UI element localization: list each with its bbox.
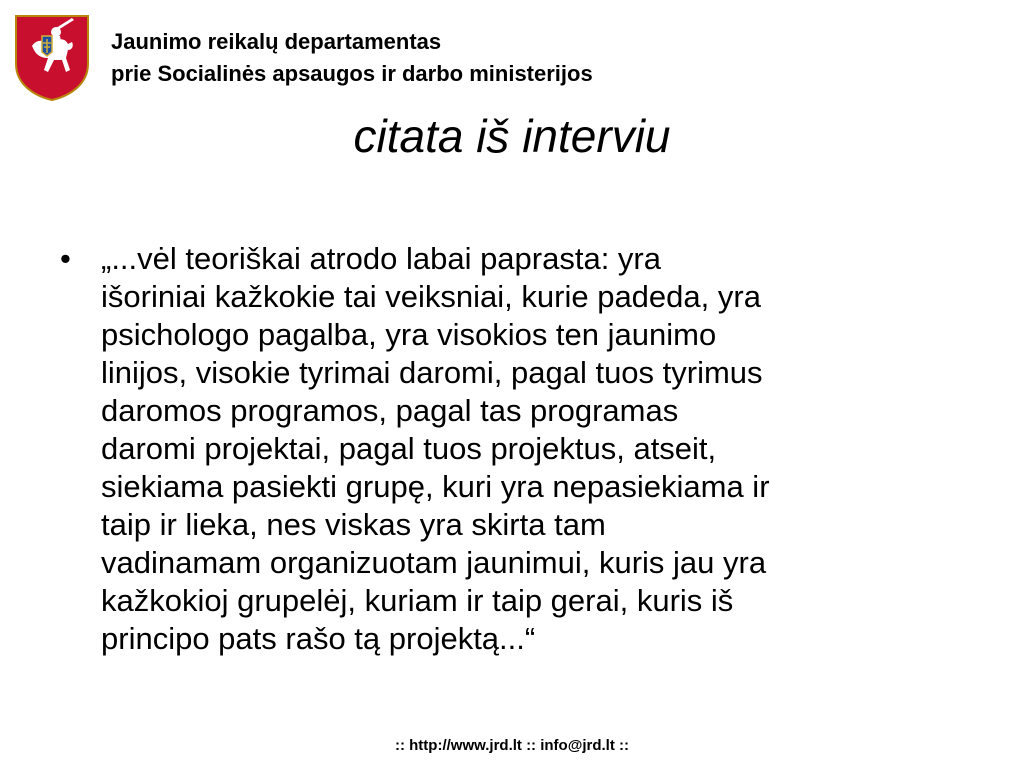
quote-line: „...vėl teoriškai atrodo labai paprasta: yra [101,241,661,276]
quote-line: psichologo pagalba, yra visokios ten jaunimo [101,317,717,352]
slide-content [60,240,980,658]
bullet-item [60,240,980,658]
quote-text [101,240,971,658]
org-line-2: prie Socialinės apsaugos ir darbo ministerijos [111,61,593,86]
organization-name [111,26,593,90]
footer-links: :: http://www.jrd.lt :: info@jrd.lt :: [394,737,629,754]
quote-line: principo pats rašo tą projektą...“ [101,621,536,656]
quote-line: daromos programos, pagal tas programas [101,393,679,428]
lithuanian-coat-of-arms-icon [12,12,92,102]
quote-line: linijos, visokie tyrimai daromi, pagal tuos tyrimus [101,355,763,390]
quote-line: kažkokioj grupelėj, kuriam ir taip gerai, kuris iš [101,583,734,618]
slide-title: citata iš interviu [353,110,671,162]
quote-line: vadinamam organizuotam jaunimui, kuris jau yra [101,545,767,580]
quote-line: taip ir lieka, nes viskas yra skirta tam [101,507,606,542]
bullet-marker: • [60,241,71,276]
quote-line: daromi projektai, pagal tuos projektus, atseit, [101,431,717,466]
crest-logo [12,12,92,102]
org-line-1: Jaunimo reikalų departamentas [111,29,442,54]
quote-line: siekiama pasiekti grupę, kuri yra nepasiekiama ir [101,469,770,504]
quote-line: išoriniai kažkokie tai veiksniai, kurie padeda, yra [101,279,761,314]
